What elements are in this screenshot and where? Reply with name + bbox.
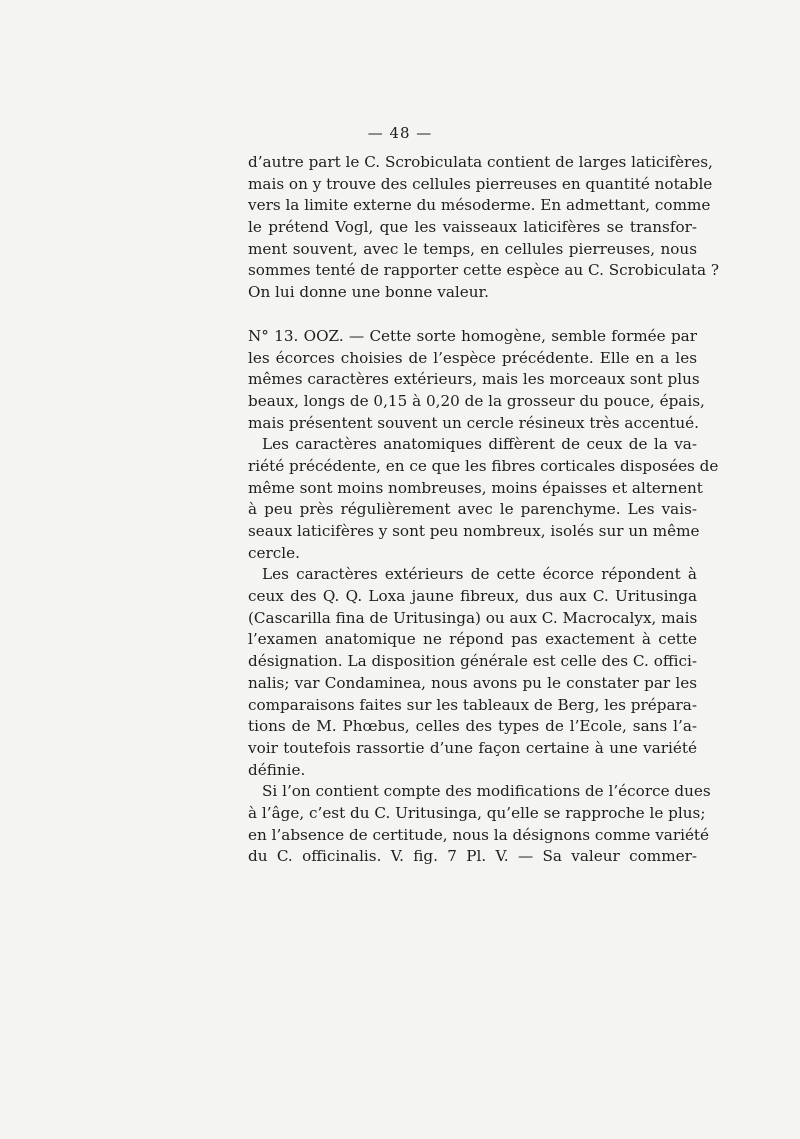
text-line: l’examen anatomique ne répond pas exactement à cette bbox=[248, 630, 697, 649]
text-line: comparaisons faites sur les tableaux de Berg, les prépara- bbox=[248, 695, 697, 714]
text-line: cercle. bbox=[248, 543, 300, 562]
text-line: sommes tenté de rapporter cette espèce au C. Scrobiculata ? bbox=[248, 261, 719, 280]
text-line: mêmes caractères extérieurs, mais les morceaux sont plus bbox=[248, 370, 700, 389]
paragraph-2 bbox=[248, 326, 705, 434]
text-line: tions de M. Phœbus, celles des types de l’Ecole, sans l’a- bbox=[248, 717, 697, 736]
paragraph-3 bbox=[248, 434, 719, 564]
text-line: (Cascarilla fina de Uritusinga) ou aux C. Macrocalyx, mais bbox=[248, 608, 698, 627]
text-line: même sont moins nombreuses, moins épaisses et alternent bbox=[248, 478, 703, 497]
paragraph-4 bbox=[248, 564, 697, 781]
text-line: en l’absence de certitude, nous la désignons comme variété bbox=[248, 825, 710, 844]
text-line: beaux, longs de 0,15 à 0,20 de la grosseur du pouce, épais, bbox=[248, 391, 705, 410]
text-line: vers la limite externe du mésoderme. En admettant, comme bbox=[248, 196, 711, 215]
text-line: le prétend Vogl, que les vaisseaux laticifères se transfor- bbox=[248, 218, 697, 237]
text-line: mais on y trouve des cellules pierreuses en quantité notable bbox=[248, 174, 713, 193]
text-line: à l’âge, c’est du C. Uritusinga, qu’elle se rapproche le plus; bbox=[248, 803, 706, 822]
text-line: du C. officinalis. V. fig. 7 Pl. V. — Sa valeur commer- bbox=[248, 847, 697, 866]
text-line: ceux des Q. Q. Loxa jaune fibreux, dus aux C. Uritusinga bbox=[248, 587, 697, 606]
text-line: mais présentent souvent un cercle résineux très accentué. bbox=[248, 413, 699, 432]
text-line: nalis; var Condaminea, nous avons pu le constater par les bbox=[248, 673, 697, 692]
text-line: désignation. La disposition générale est celle des C. offici- bbox=[248, 652, 697, 671]
text-line: seaux laticifères y sont peu nombreux, isolés sur un même bbox=[248, 522, 700, 540]
text-line: définie. bbox=[248, 760, 306, 779]
paragraph-gap bbox=[248, 304, 697, 326]
text-line: ment souvent, avec le temps, en cellules pierreuses, nous bbox=[248, 239, 697, 258]
text-line: d’autre part le C. Scrobiculata contient de larges laticifères, bbox=[248, 153, 713, 171]
text-line: voir toutefois rassortie d’une façon certaine à une variété bbox=[248, 738, 697, 757]
text-line: N° 13. OOZ. — Cette sorte homogène, semble formée par bbox=[248, 326, 697, 345]
text-line: On lui donne une bonne valeur. bbox=[248, 283, 489, 302]
text-line: les écorces choisies de l’espèce précédente. Elle en a les bbox=[248, 348, 697, 367]
paragraph-1 bbox=[248, 152, 719, 304]
page-number: — 48 — bbox=[367, 124, 433, 142]
text-line: Les caractères extérieurs de cette écorce répondent à bbox=[262, 565, 697, 584]
text-line: Les caractères anatomiques diffèrent de ceux de la va- bbox=[262, 435, 697, 454]
text-line: Si l’on contient compte des modifications de l’écorce dues bbox=[262, 782, 711, 801]
body-text bbox=[248, 152, 719, 868]
text-line: à peu près régulièrement avec le parenchyme. Les vais- bbox=[248, 500, 697, 519]
paragraph-5 bbox=[248, 781, 711, 868]
text-line: riété précédente, en ce que les fibres corticales disposées de bbox=[248, 456, 719, 475]
